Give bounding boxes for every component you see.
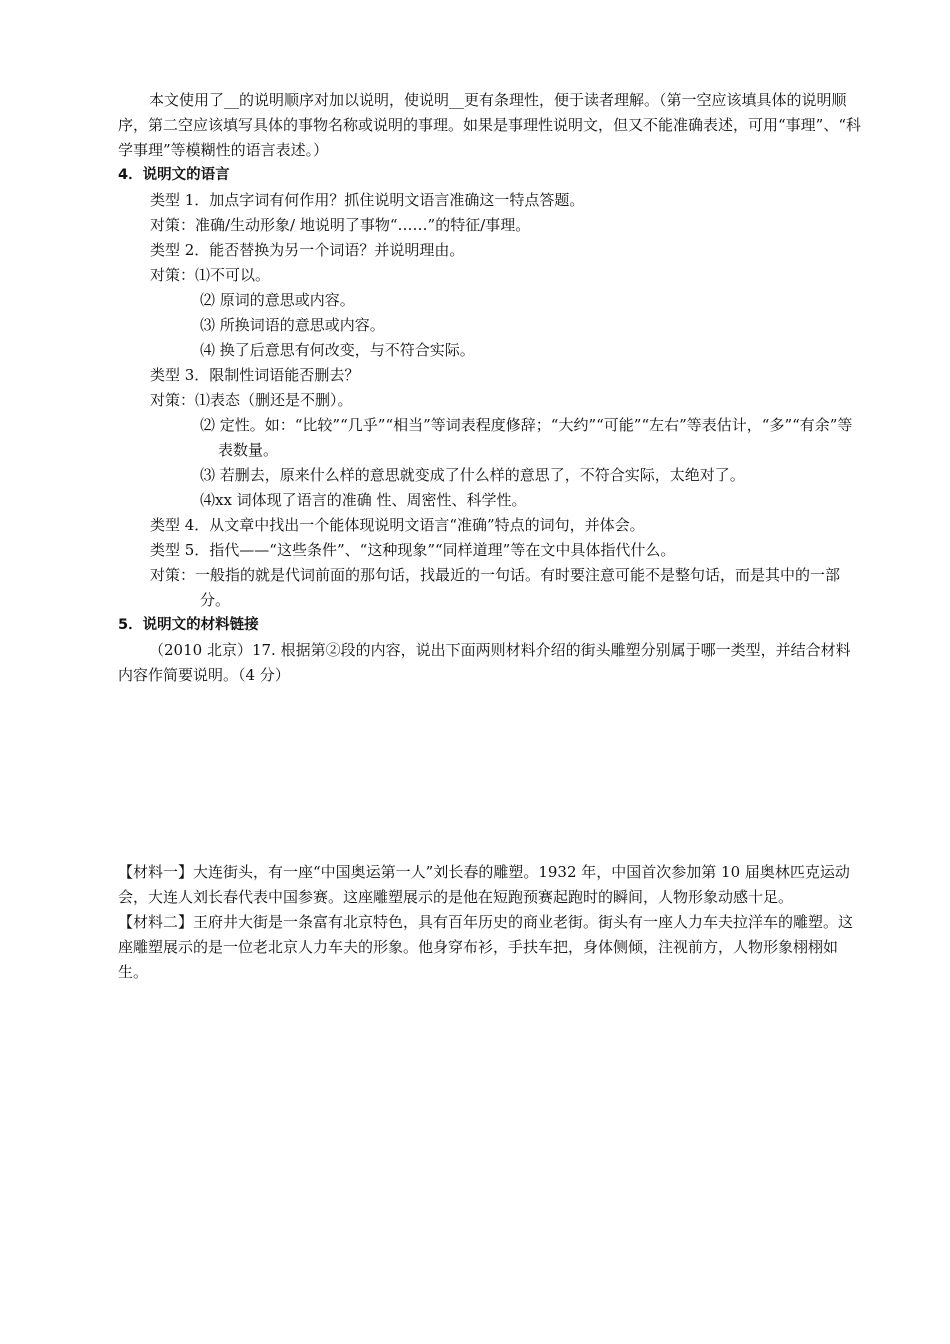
- type-2-strategy-1: 对策：⑴不可以。: [150, 266, 271, 284]
- type-2-strategy-2: ⑵ 原词的意思或内容。: [200, 291, 355, 309]
- exam-question: （2010 北京）17. 根据第②段的内容，说出下面两则材料介绍的街头雕塑分别属于哪一类型，并结合材料内容作简要说明。（4 分）: [118, 641, 851, 684]
- type-3-strategy-2: ⑵ 定性。如：“比较”“几乎”“相当”等词表程度修辞；“大约”“可能”“左右”等表估计，“多”“有余”等表数量。: [200, 416, 853, 459]
- type-3-strategy-1: 对策：⑴表态（删还是不删）。: [150, 391, 353, 409]
- type-4: 类型 4．从文章中找出一个能体现说明文语言“准确”特点的词句，并体会。: [150, 516, 645, 534]
- blank-space: [118, 688, 864, 860]
- section-5-heading: 5．说明文的材料链接: [118, 617, 259, 633]
- intro-paragraph: 本文使用了__的说明顺序对加以说明，使说明__更有条理性，便于读者理解。（第一空应该填具体的说明顺序，第二空应该填写具体的事物名称或说明的事理。如果是事理性说明文，但又不能准确表述，可用“事理”、“科学事理”等模糊性的语言表述。）: [118, 91, 862, 159]
- type-5: 类型 5．指代——“这些条件”、“这种现象”“同样道理”等在文中具体指代什么。: [150, 541, 676, 559]
- type-3-strategy-4: ⑷xx 词体现了语言的准确 性、周密性、科学性。: [200, 491, 527, 509]
- document-page: [118, 88, 864, 985]
- type-2: 类型 2．能否替换为另一个词语？并说明理由。: [150, 241, 465, 259]
- type-3-strategy-3: ⑶ 若删去，原来什么样的意思就变成了什么样的意思了，不符合实际，太绝对了。: [200, 466, 745, 484]
- type-5-strategy: 对策：一般指的就是代词前面的那句话，找最近的一句话。有时要注意可能不是整句话，而是其中的一部分。: [150, 566, 841, 609]
- type-3: 类型 3．限制性词语能否删去？: [150, 366, 360, 384]
- type-1-strategy: 对策：准确/生动形象/ 地说明了事物“……”的特征/事理。: [150, 216, 531, 234]
- type-2-strategy-4: ⑷ 换了后意思有何改变，与不符合实际。: [200, 341, 475, 359]
- material-2: 【材料二】王府井大街是一条富有北京特色，具有百年历史的商业老街。街头有一座人力车夫拉洋车的雕塑。这座雕塑展示的是一位老北京人力车夫的形象。他身穿布衫，手扶车把，身体侧倾，注视前方，人物形象栩栩如生。: [118, 913, 854, 981]
- type-1: 类型 1．加点字词有何作用？抓住说明文语言准确这一特点答题。: [150, 191, 585, 209]
- material-1: 【材料一】大连街头，有一座“中国奥运第一人”刘长春的雕塑。1932 年，中国首次参加第 10 届奥林匹克运动会，大连人刘长春代表中国参赛。这座雕塑展示的是他在短跑预赛起跑时的瞬间，人物形象动感十足。: [118, 863, 850, 906]
- section-4-heading: 4．说明文的语言: [118, 167, 230, 183]
- type-2-strategy-3: ⑶ 所换词语的意思或内容。: [200, 316, 385, 334]
